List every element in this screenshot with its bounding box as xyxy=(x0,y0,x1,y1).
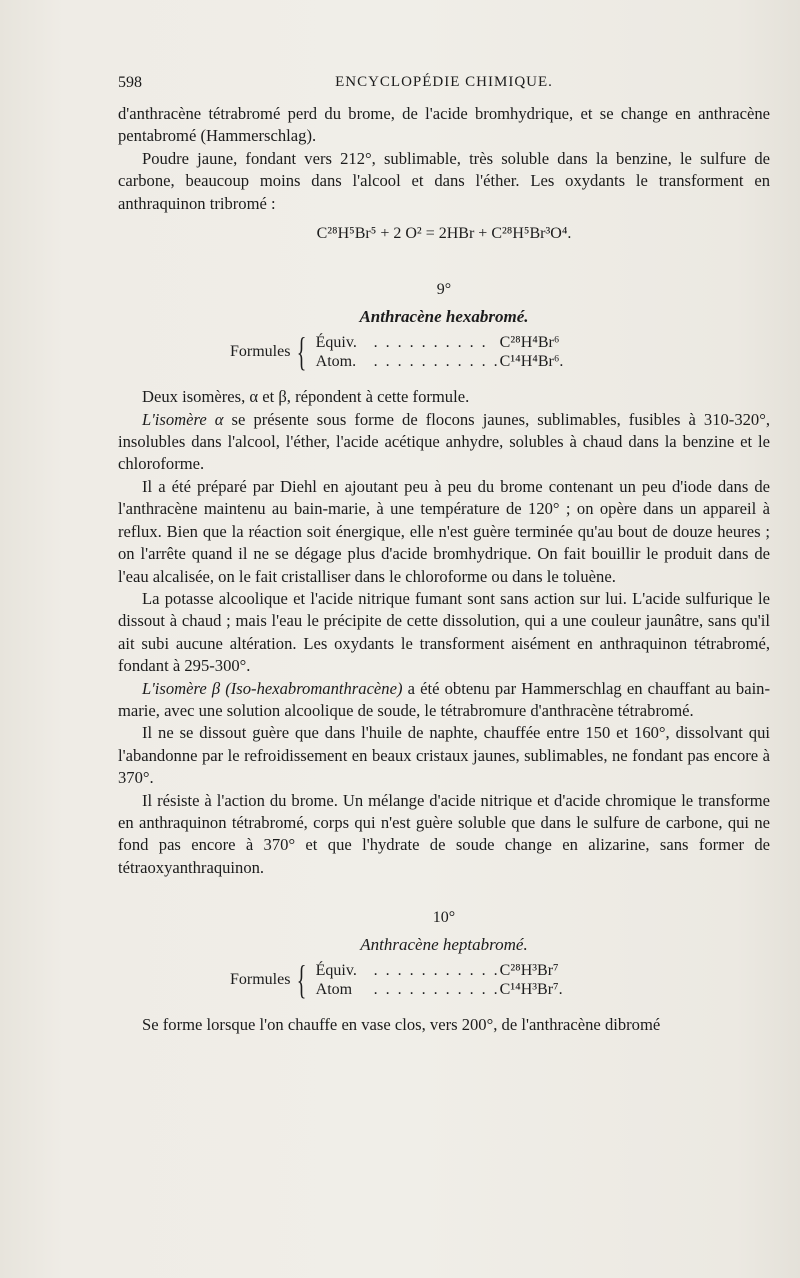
isomer-alpha-label: L'isomère α xyxy=(142,409,224,429)
formula-row-equiv: Équiv. . . . . . . . . . . . C²⁸H³Br⁷ xyxy=(315,962,559,979)
page-body xyxy=(118,103,770,1036)
section-10-formulas xyxy=(230,957,770,1002)
page-header xyxy=(118,74,770,98)
section-9-paragraph-6: Il ne se dissout guère que dans l'huile de naphte, chauffée entre 150 et 160°, dissolvant qui l'abandonne par le refroidissement en beaux cristaux jaunes, sublimables, ne fondant pas encore à 370°. xyxy=(118,723,770,788)
formula-row-atom: Atom . . . . . . . . . . . C¹⁴H³Br⁷. xyxy=(315,981,563,998)
section-9-paragraph-4: La potasse alcoolique et l'acide nitrique fumant sont sans action sur lui. L'acide sulfurique le dissout à chaud ; mais l'eau le précipite de cette dissolution, qui a une couleur jaunâtre, sans qu'il ait subi aucune altération. Les oxydants le transforment aisément en anthraquinon tétrabromé, fondant à 295-300°. xyxy=(118,588,770,676)
section-9-number: 9° xyxy=(436,281,452,299)
brace-icon: { xyxy=(297,957,307,1002)
formulas-label: Formules xyxy=(230,343,291,361)
section-10-number: 10° xyxy=(432,909,456,927)
running-head: ENCYCLOPÉDIE CHIMIQUE. xyxy=(335,74,553,90)
section-10-title: Anthracène heptabromé. xyxy=(360,934,528,954)
section-9-paragraph-1: Deux isomères, α et β, répondent à cette formule. xyxy=(142,387,470,407)
section-9-title: Anthracène hexabromé. xyxy=(359,306,529,326)
page-number: 598 xyxy=(118,74,142,91)
formula-row-atom: Atom. . . . . . . . . . . . C¹⁴H⁴Br⁶. xyxy=(315,353,564,371)
formula-row-equiv: Équiv. . . . . . . . . . . C²⁸H⁴Br⁶ xyxy=(315,334,560,352)
section-9-paragraph-7: Il résiste à l'action du brome. Un mélange d'acide nitrique et d'acide chromique le transforme en anthraquinon tétrabromé, corps qui n'est guère soluble que dans le sulfure de carbone, qui ne fond pas encore à 370° et que l'hydrate de soude change en alizarine, sans former de tétraoxyanthraquinon. xyxy=(118,790,770,877)
oxidation-equation: C²⁸H⁵Br⁵ + 2 O² = 2HBr + C²⁸H⁵Br³O⁴. xyxy=(316,225,572,243)
section-9-paragraph-3: Il a été préparé par Diehl en ajoutant peu à peu du brome contenant un peu d'iode dans de l'anthracène maintenu au bain-marie, à une température de 120° ; on opère dans un appareil à reflux. Bien que la réaction soit énergique, elle n'est guère terminée qu'au bout de douze heures ; on l'arrête quand il ne se dégage plus d'acide bromhydrique. On fait bouillir le produit dans de l'eau alcalisée, on le fait cristalliser dans le chloroforme ou dans le toluène. xyxy=(118,476,770,586)
section-9-paragraph-5: L'isomère β (Iso-hexabromanthracène) a été obtenu par Hammerschlag en chauffant au bain-marie, avec une solution alcoolique de soude, le tétrabromure d'anthracène tétrabromé. xyxy=(118,678,771,720)
section-10-paragraph-1: Se forme lorsque l'on chauffe en vase clos, vers 200°, de l'anthracène dibromé xyxy=(142,1015,661,1034)
intro-paragraph-2: Poudre jaune, fondant vers 212°, sublimable, très soluble dans la benzine, le sulfure de carbone, beaucoup moins dans l'alcool et dans l'éther. Les oxydants le transforment en anthraquinon tribromé : xyxy=(118,148,770,213)
brace-icon: { xyxy=(297,329,307,375)
formulas-label: Formules xyxy=(230,970,291,988)
intro-paragraph-1: d'anthracène tétrabromé perd du brome, de l'acide bromhydrique, et se change en anthracène pentabromé (Hammerschlag). xyxy=(118,104,770,146)
section-9-formulas xyxy=(230,329,770,375)
section-9-paragraph-2: L'isomère α se présente sous forme de flocons jaunes, sublimables, fusibles à 310-320°, insolubles dans l'alcool, l'éther, l'acide acétique anhydre, solubles à chaud dans la benzine et le chloroforme. xyxy=(118,409,771,474)
isomer-beta-label: L'isomère β (Iso-hexabromanthracène) xyxy=(142,678,403,698)
